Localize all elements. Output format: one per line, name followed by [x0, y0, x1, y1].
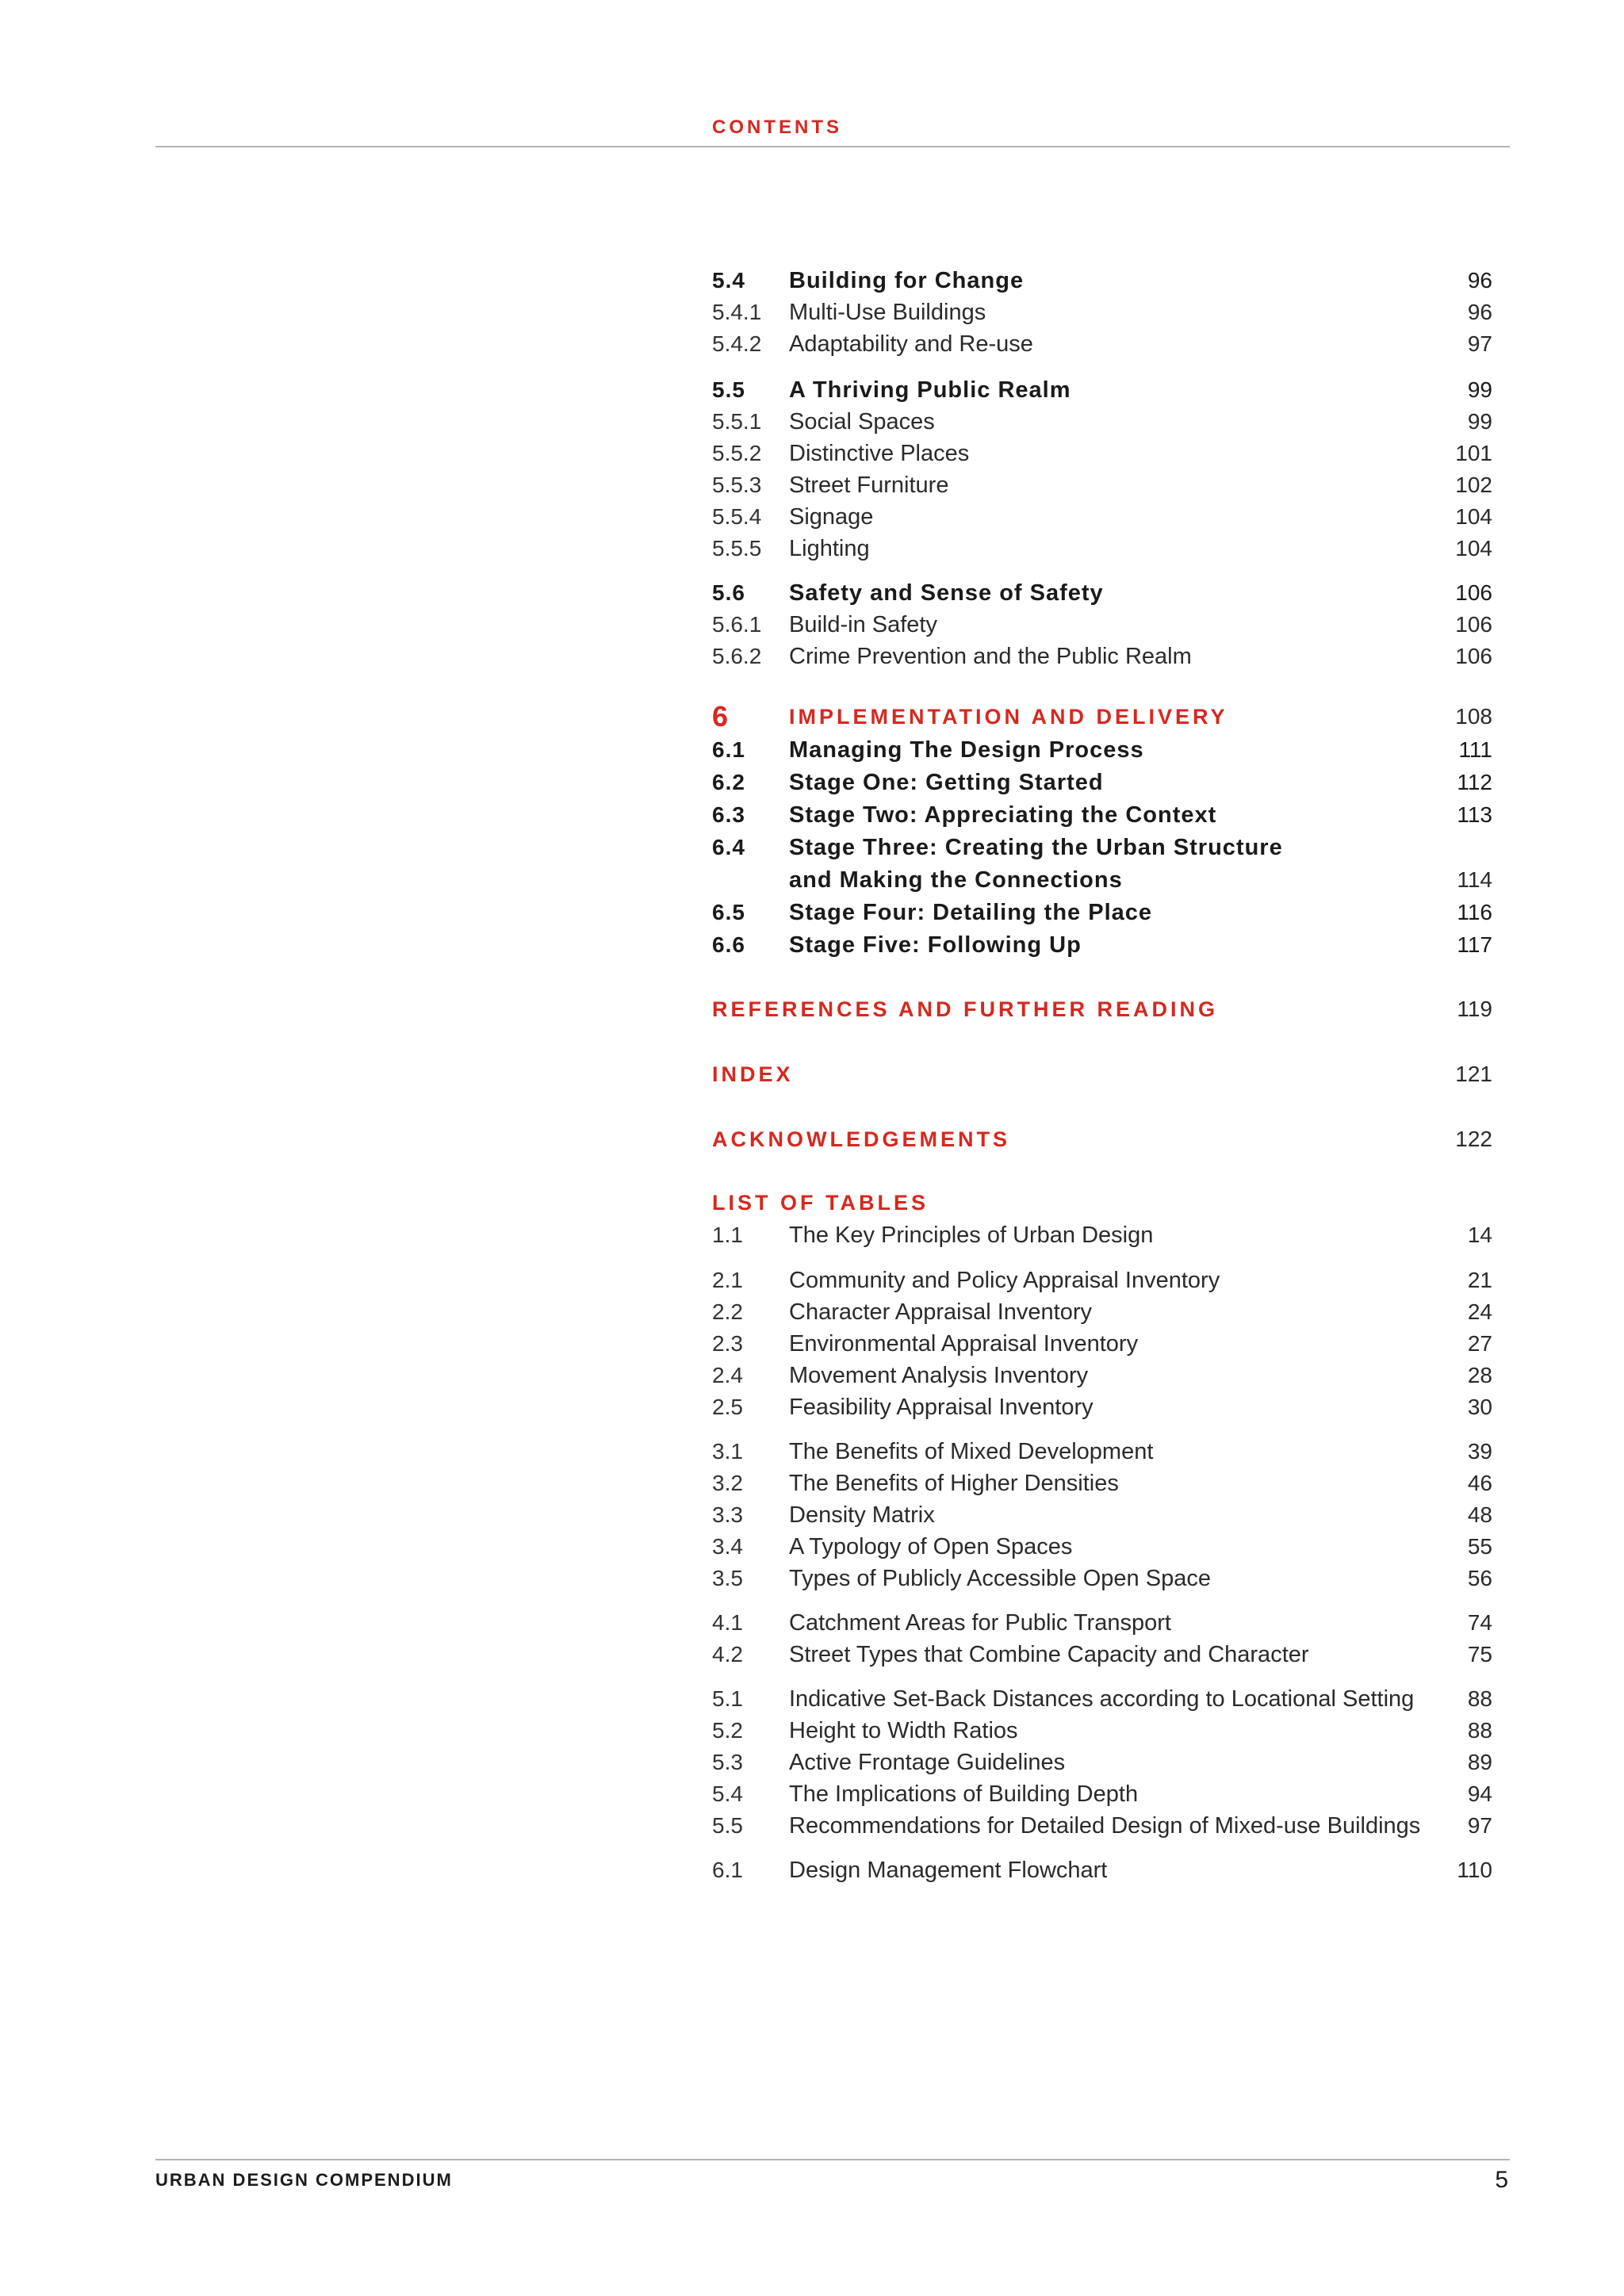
- table-number: 6.1: [712, 1858, 743, 1882]
- table-number: 2.4: [712, 1363, 743, 1387]
- table-title: The Implications of Building Depth: [789, 1781, 1139, 1807]
- toc-entry-5-6-2[interactable]: [712, 641, 1492, 672]
- toc-number: 6.2: [712, 770, 745, 794]
- table-page: 94: [1467, 1781, 1492, 1806]
- toc-title: REFERENCES AND FURTHER READING: [712, 997, 1219, 1021]
- toc-page: 113: [1457, 802, 1492, 827]
- toc-page: 106: [1455, 612, 1492, 637]
- toc-entry-6-1[interactable]: [712, 734, 1492, 766]
- table-entry-5-5[interactable]: [712, 1810, 1492, 1842]
- page-header-label: CONTENTS: [712, 117, 842, 138]
- table-title: Feasibility Appraisal Inventory: [789, 1395, 1094, 1420]
- table-title: Height to Width Ratios: [789, 1718, 1018, 1743]
- table-title: The Benefits of Mixed Development: [789, 1439, 1154, 1464]
- toc-page: 104: [1455, 504, 1492, 529]
- toc-number: 6.6: [712, 932, 745, 957]
- table-entry-5-2[interactable]: [712, 1715, 1492, 1747]
- table-number: 4.1: [712, 1610, 743, 1635]
- toc-entry-6-6[interactable]: [712, 929, 1492, 961]
- table-number: 5.5: [712, 1813, 743, 1838]
- table-number: 5.2: [712, 1718, 743, 1743]
- toc-entry-6-4[interactable]: [712, 832, 1492, 863]
- toc-title: Multi-Use Buildings: [789, 300, 986, 325]
- table-number: 5.3: [712, 1750, 743, 1774]
- table-number: 4.2: [712, 1642, 743, 1667]
- table-number: 2.1: [712, 1268, 743, 1292]
- table-title: Environmental Appraisal Inventory: [789, 1331, 1139, 1357]
- table-entry-5-1[interactable]: [712, 1683, 1492, 1715]
- table-entry-3-4[interactable]: [712, 1531, 1492, 1563]
- toc-page: 111: [1458, 737, 1492, 762]
- table-entry-3-1[interactable]: [712, 1436, 1492, 1468]
- toc-title: Street Furniture: [789, 473, 949, 498]
- table-number: 3.3: [712, 1502, 743, 1527]
- toc-title: Stage Five: Following Up: [789, 932, 1082, 958]
- table-title: Density Matrix: [789, 1502, 935, 1528]
- toc-entry-5-5-5[interactable]: [712, 533, 1492, 564]
- table-title: Street Types that Combine Capacity and Character: [789, 1642, 1309, 1667]
- toc-number: 5.5.2: [712, 441, 762, 465]
- toc-entry-references[interactable]: [712, 993, 1492, 1025]
- toc-title: and Making the Connections: [789, 867, 1123, 893]
- toc-entry-5-5[interactable]: [712, 374, 1492, 406]
- toc-entry-6[interactable]: [712, 701, 1492, 733]
- toc-title: Distinctive Places: [789, 441, 970, 466]
- table-title: Design Management Flowchart: [789, 1858, 1108, 1883]
- toc-number: 5.5.5: [712, 536, 762, 561]
- toc-page: 121: [1455, 1062, 1492, 1086]
- toc-title: Build-in Safety: [789, 612, 937, 637]
- toc-title: Social Spaces: [789, 409, 935, 434]
- page-number: 5: [1495, 2167, 1508, 2193]
- toc-page: 101: [1455, 441, 1492, 465]
- toc-entry-index[interactable]: [712, 1058, 1492, 1090]
- toc-entry-5-6-1[interactable]: [712, 609, 1492, 641]
- toc-entry-6-5[interactable]: [712, 897, 1492, 928]
- toc-number: 6.5: [712, 900, 745, 924]
- table-title: Catchment Areas for Public Transport: [789, 1610, 1171, 1636]
- table-number: 3.1: [712, 1439, 743, 1464]
- toc-number: 6.3: [712, 802, 745, 827]
- table-entry-2-2[interactable]: [712, 1296, 1492, 1328]
- toc-number: 5.4.1: [712, 300, 762, 324]
- table-page: 30: [1467, 1395, 1492, 1419]
- table-page: 88: [1467, 1718, 1492, 1743]
- table-page: 28: [1467, 1363, 1492, 1387]
- toc-title: Stage Three: Creating the Urban Structure: [789, 835, 1283, 860]
- table-entry-2-5[interactable]: [712, 1391, 1492, 1423]
- table-number: 3.4: [712, 1534, 743, 1559]
- toc-page: 96: [1467, 300, 1492, 324]
- table-title: Indicative Set-Back Distances according to Locational Setting: [789, 1686, 1415, 1712]
- toc-entry-5-5-4[interactable]: [712, 501, 1492, 533]
- toc-title: IMPLEMENTATION AND DELIVERY: [789, 705, 1228, 729]
- table-number: 3.2: [712, 1471, 743, 1495]
- toc-entry-5-5-3[interactable]: [712, 469, 1492, 501]
- table-title: Movement Analysis Inventory: [789, 1363, 1089, 1388]
- table-page: 46: [1467, 1471, 1492, 1495]
- toc-number: 5.4: [712, 268, 745, 293]
- toc-page: 114: [1457, 867, 1492, 892]
- table-entry-3-2[interactable]: [712, 1468, 1492, 1499]
- toc-page: 104: [1455, 536, 1492, 561]
- toc-title: Signage: [789, 504, 874, 530]
- toc-title: Crime Prevention and the Public Realm: [789, 644, 1192, 669]
- table-entry-2-3[interactable]: [712, 1328, 1492, 1360]
- table-entry-5-3[interactable]: [712, 1747, 1492, 1778]
- toc-title: Managing The Design Process: [789, 737, 1144, 763]
- toc-entry-6-4-continued[interactable]: [712, 864, 1492, 896]
- table-page: 74: [1467, 1610, 1492, 1635]
- table-number: 3.5: [712, 1566, 743, 1590]
- toc-page: 106: [1455, 580, 1492, 605]
- toc-entry-5-6[interactable]: [712, 577, 1492, 609]
- table-title: A Typology of Open Spaces: [789, 1534, 1073, 1559]
- table-entry-6-1[interactable]: [712, 1854, 1492, 1886]
- toc-number: 6: [712, 700, 729, 733]
- toc-number: 5.5: [712, 377, 745, 402]
- header-divider: [155, 146, 1510, 147]
- list-of-tables-heading: LIST OF TABLES: [712, 1191, 929, 1215]
- toc-entry-5-4[interactable]: [712, 265, 1492, 297]
- table-entry-2-4[interactable]: [712, 1360, 1492, 1391]
- table-number: 2.2: [712, 1299, 743, 1324]
- table-page: 56: [1467, 1566, 1492, 1590]
- toc-title: Safety and Sense of Safety: [789, 580, 1104, 606]
- table-title: Community and Policy Appraisal Inventory: [789, 1268, 1220, 1293]
- table-title: Recommendations for Detailed Design of Mixed-use Buildings: [789, 1813, 1421, 1839]
- table-page: 97: [1467, 1813, 1492, 1838]
- toc-page: 99: [1467, 377, 1492, 402]
- table-entry-2-1[interactable]: [712, 1265, 1492, 1296]
- table-title: Types of Publicly Accessible Open Space: [789, 1566, 1211, 1591]
- toc-page: 119: [1457, 997, 1492, 1021]
- toc-number: 5.5.3: [712, 473, 762, 497]
- toc-page: 106: [1455, 644, 1492, 668]
- toc-page: 97: [1467, 331, 1492, 356]
- toc-title: Adaptability and Re-use: [789, 331, 1033, 357]
- table-page: 24: [1467, 1299, 1492, 1324]
- table-page: 27: [1467, 1331, 1492, 1356]
- toc-page: 112: [1457, 770, 1492, 794]
- toc-title: Stage One: Getting Started: [789, 770, 1104, 795]
- table-page: 55: [1467, 1534, 1492, 1559]
- toc-number: 5.5.1: [712, 409, 762, 434]
- table-page: 21: [1467, 1268, 1492, 1292]
- table-entry-3-5[interactable]: [712, 1563, 1492, 1594]
- table-title: Active Frontage Guidelines: [789, 1750, 1066, 1775]
- toc-number: 6.1: [712, 737, 745, 762]
- table-number: 1.1: [712, 1223, 743, 1247]
- toc-page: 122: [1455, 1127, 1492, 1151]
- table-page: 39: [1467, 1439, 1492, 1464]
- toc-number: 5.4.2: [712, 331, 762, 356]
- toc-number: 5.6: [712, 580, 745, 605]
- table-entry-1-1[interactable]: [712, 1219, 1492, 1251]
- table-title: The Key Principles of Urban Design: [789, 1223, 1154, 1248]
- toc-page: 102: [1455, 473, 1492, 497]
- toc-entry-5-4-2[interactable]: [712, 328, 1492, 360]
- toc-entry-6-3[interactable]: [712, 799, 1492, 831]
- toc-title: Building for Change: [789, 268, 1025, 293]
- table-number: 2.3: [712, 1331, 743, 1356]
- table-page: 75: [1467, 1642, 1492, 1667]
- table-entry-5-4[interactable]: [712, 1778, 1492, 1810]
- toc-page: 117: [1457, 932, 1492, 957]
- footer-divider: [155, 2159, 1510, 2160]
- table-entry-4-1[interactable]: [712, 1607, 1492, 1639]
- toc-number: 5.5.4: [712, 504, 762, 529]
- toc-title: ACKNOWLEDGEMENTS: [712, 1127, 1010, 1151]
- toc-page: 96: [1467, 268, 1492, 293]
- table-number: 5.1: [712, 1686, 743, 1711]
- table-entry-3-3[interactable]: [712, 1499, 1492, 1531]
- toc-entry-5-5-1[interactable]: [712, 406, 1492, 438]
- toc-entry-5-4-1[interactable]: [712, 297, 1492, 328]
- table-page: 48: [1467, 1502, 1492, 1527]
- toc-entry-acknowledgements[interactable]: [712, 1123, 1492, 1155]
- table-title: Character Appraisal Inventory: [789, 1299, 1093, 1325]
- table-page: 110: [1457, 1858, 1492, 1882]
- toc-page: 108: [1455, 704, 1492, 729]
- table-title: The Benefits of Higher Densities: [789, 1471, 1119, 1496]
- toc-title: INDEX: [712, 1062, 794, 1086]
- toc-number: 5.6.2: [712, 644, 762, 668]
- toc-page: 116: [1457, 900, 1492, 924]
- table-number: 2.5: [712, 1395, 743, 1419]
- table-page: 14: [1467, 1223, 1492, 1247]
- toc-title: Lighting: [789, 536, 870, 561]
- toc-title: Stage Two: Appreciating the Context: [789, 802, 1217, 828]
- toc-number: 6.4: [712, 835, 745, 859]
- toc-title: Stage Four: Detailing the Place: [789, 900, 1153, 925]
- toc-entry-6-2[interactable]: [712, 767, 1492, 798]
- table-page: 88: [1467, 1686, 1492, 1711]
- table-entry-4-2[interactable]: [712, 1639, 1492, 1670]
- footer-publication-title: URBAN DESIGN COMPENDIUM: [155, 2170, 453, 2190]
- toc-page: 99: [1467, 409, 1492, 434]
- toc-number: 5.6.1: [712, 612, 762, 637]
- table-number: 5.4: [712, 1781, 743, 1806]
- toc-title: A Thriving Public Realm: [789, 377, 1071, 403]
- table-page: 89: [1467, 1750, 1492, 1774]
- toc-entry-5-5-2[interactable]: [712, 438, 1492, 469]
